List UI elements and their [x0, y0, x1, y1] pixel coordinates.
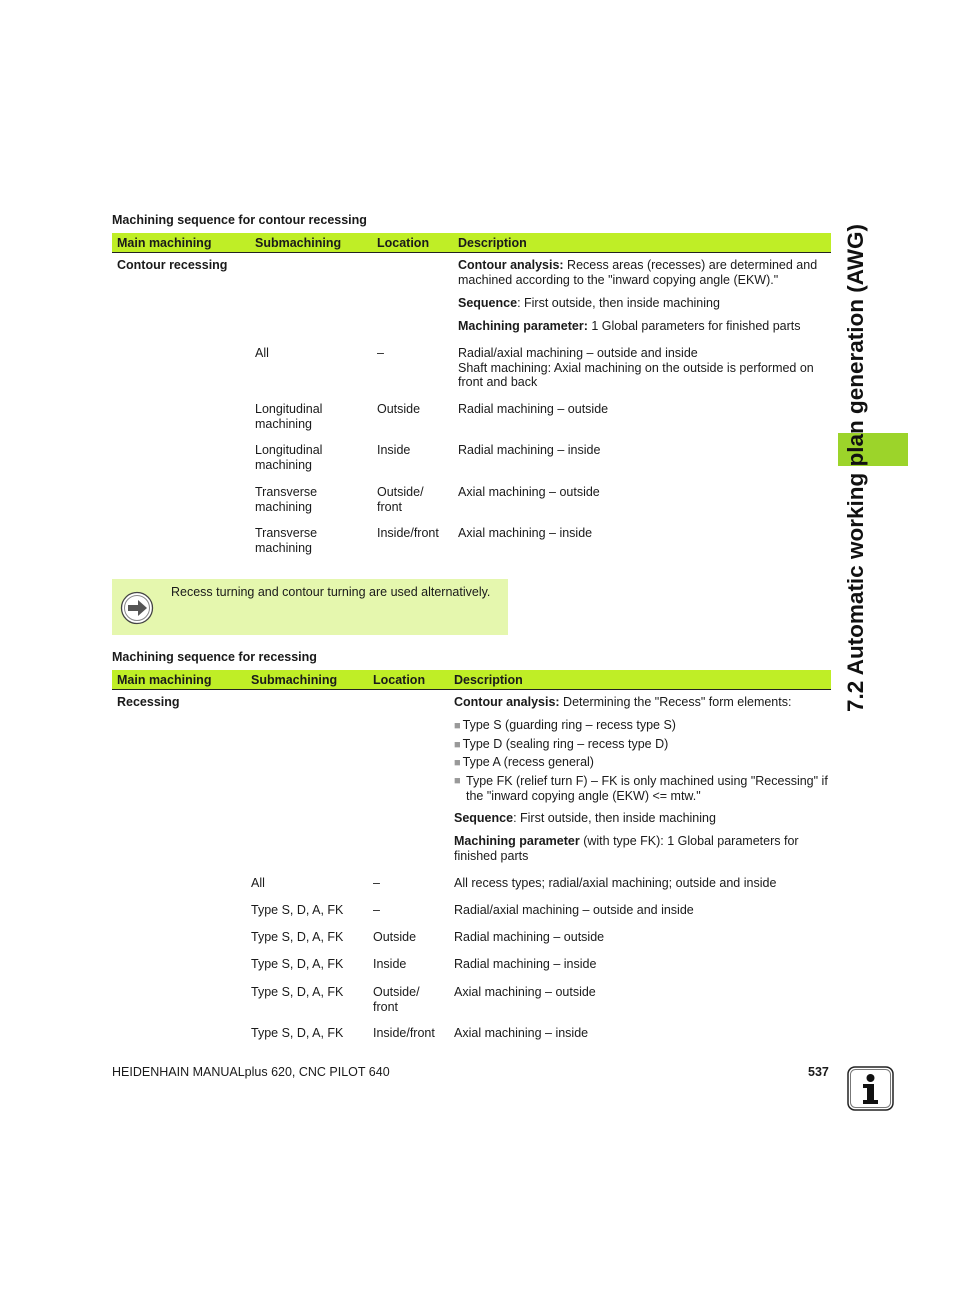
table-cell-sub: Type S, D, A, FK [251, 985, 344, 999]
table-cell-loc: Inside [377, 443, 411, 457]
arrow-right-circle-icon [120, 591, 154, 628]
table-cell-loc: Outside/ front [377, 485, 424, 514]
column-header: Main machining [117, 236, 212, 250]
bullet-item: ■ Type FK (relief turn F) – FK is only machined using "Recessing" if the "inward copying angle (EKW) <= mtw." [454, 774, 828, 803]
footer-text: HEIDENHAIN MANUALplus 620, CNC PILOT 640 [112, 1065, 390, 1079]
table-cell-desc: Radial machining – outside [458, 402, 609, 416]
table-cell-desc: Axial machining – inside [454, 1026, 589, 1040]
main-machining-label: Contour recessing [117, 258, 228, 272]
table-cell-loc: Inside/front [373, 1026, 435, 1040]
column-header: Main machining [117, 673, 212, 687]
table-cell-sub: Type S, D, A, FK [251, 1026, 344, 1040]
table-cell-loc: Inside [373, 957, 407, 971]
column-header: Description [458, 236, 527, 250]
table-header [112, 670, 831, 690]
bullet-item: ■ Type A (recess general) [454, 755, 594, 769]
table-cell-sub: All [255, 346, 269, 360]
table-header [112, 233, 831, 253]
note-text: Recess turning and contour turning are used alternatively. [171, 585, 491, 599]
table-cell-sub: Longitudinal machining [255, 402, 323, 431]
table-cell-loc: – [377, 346, 384, 360]
description-cell: Contour analysis: Recess areas (recesses) are determined and machined according to the "inward copying angle (EKW)." [458, 258, 818, 287]
column-header: Location [373, 673, 426, 687]
table-cell-desc: All recess types; radial/axial machining; outside and inside [454, 876, 777, 890]
column-header: Location [377, 236, 430, 250]
info-icon [847, 1066, 894, 1115]
column-header: Submachining [251, 673, 338, 687]
table-cell-loc: Outside [377, 402, 421, 416]
bullet-item: ■ Type S (guarding ring – recess type S) [454, 718, 676, 732]
table-cell-loc: – [373, 903, 380, 917]
column-header: Submachining [255, 236, 342, 250]
table-cell-desc: Radial/axial machining – outside and inside [454, 903, 694, 917]
chapter-title: 7.2 Automatic working plan generation (AWG) [843, 224, 868, 712]
section-title: Machining sequence for recessing [112, 650, 317, 664]
table-cell-loc: Outside [373, 930, 417, 944]
section-title: Machining sequence for contour recessing [112, 213, 367, 227]
table-cell-desc: Radial machining – inside [454, 957, 597, 971]
description-cell: Machining parameter: 1 Global parameters for finished parts [458, 319, 801, 333]
main-machining-label: Recessing [117, 695, 180, 709]
table-cell-loc: Inside/front [377, 526, 439, 540]
table-cell-sub: Type S, D, A, FK [251, 930, 344, 944]
table-cell-sub: Type S, D, A, FK [251, 957, 344, 971]
description-cell: Sequence: First outside, then inside machining [458, 296, 720, 310]
table-cell-loc: – [373, 876, 380, 890]
column-header: Description [454, 673, 523, 687]
note-box [112, 579, 508, 635]
description-cell: Sequence: First outside, then inside machining [454, 811, 716, 825]
table-cell-loc: Outside/ front [373, 985, 420, 1014]
page-number: 537 [808, 1065, 829, 1079]
table-cell-desc: Axial machining – outside [458, 485, 600, 499]
table-cell-sub: Type S, D, A, FK [251, 903, 344, 917]
table-cell-desc: Axial machining – outside [454, 985, 596, 999]
table-cell-desc: Radial machining – outside [454, 930, 605, 944]
table-cell-desc: Radial/axial machining – outside and inside Shaft machining: Axial machining on the outside is performed on front and back [458, 346, 814, 389]
table-cell-sub: Transverse machining [255, 526, 318, 555]
table-cell-sub: Transverse machining [255, 485, 318, 514]
description-cell: Contour analysis: Determining the "Recess" form elements: [454, 695, 792, 709]
description-cell: Machining parameter (with type FK): 1 Global parameters for finished parts [454, 834, 799, 863]
table-cell-desc: Axial machining – inside [458, 526, 593, 540]
table-cell-sub: All [251, 876, 265, 890]
table-cell-sub: Longitudinal machining [255, 443, 323, 472]
table-cell-desc: Radial machining – inside [458, 443, 601, 457]
bullet-item: ■ Type D (sealing ring – recess type D) [454, 737, 669, 751]
